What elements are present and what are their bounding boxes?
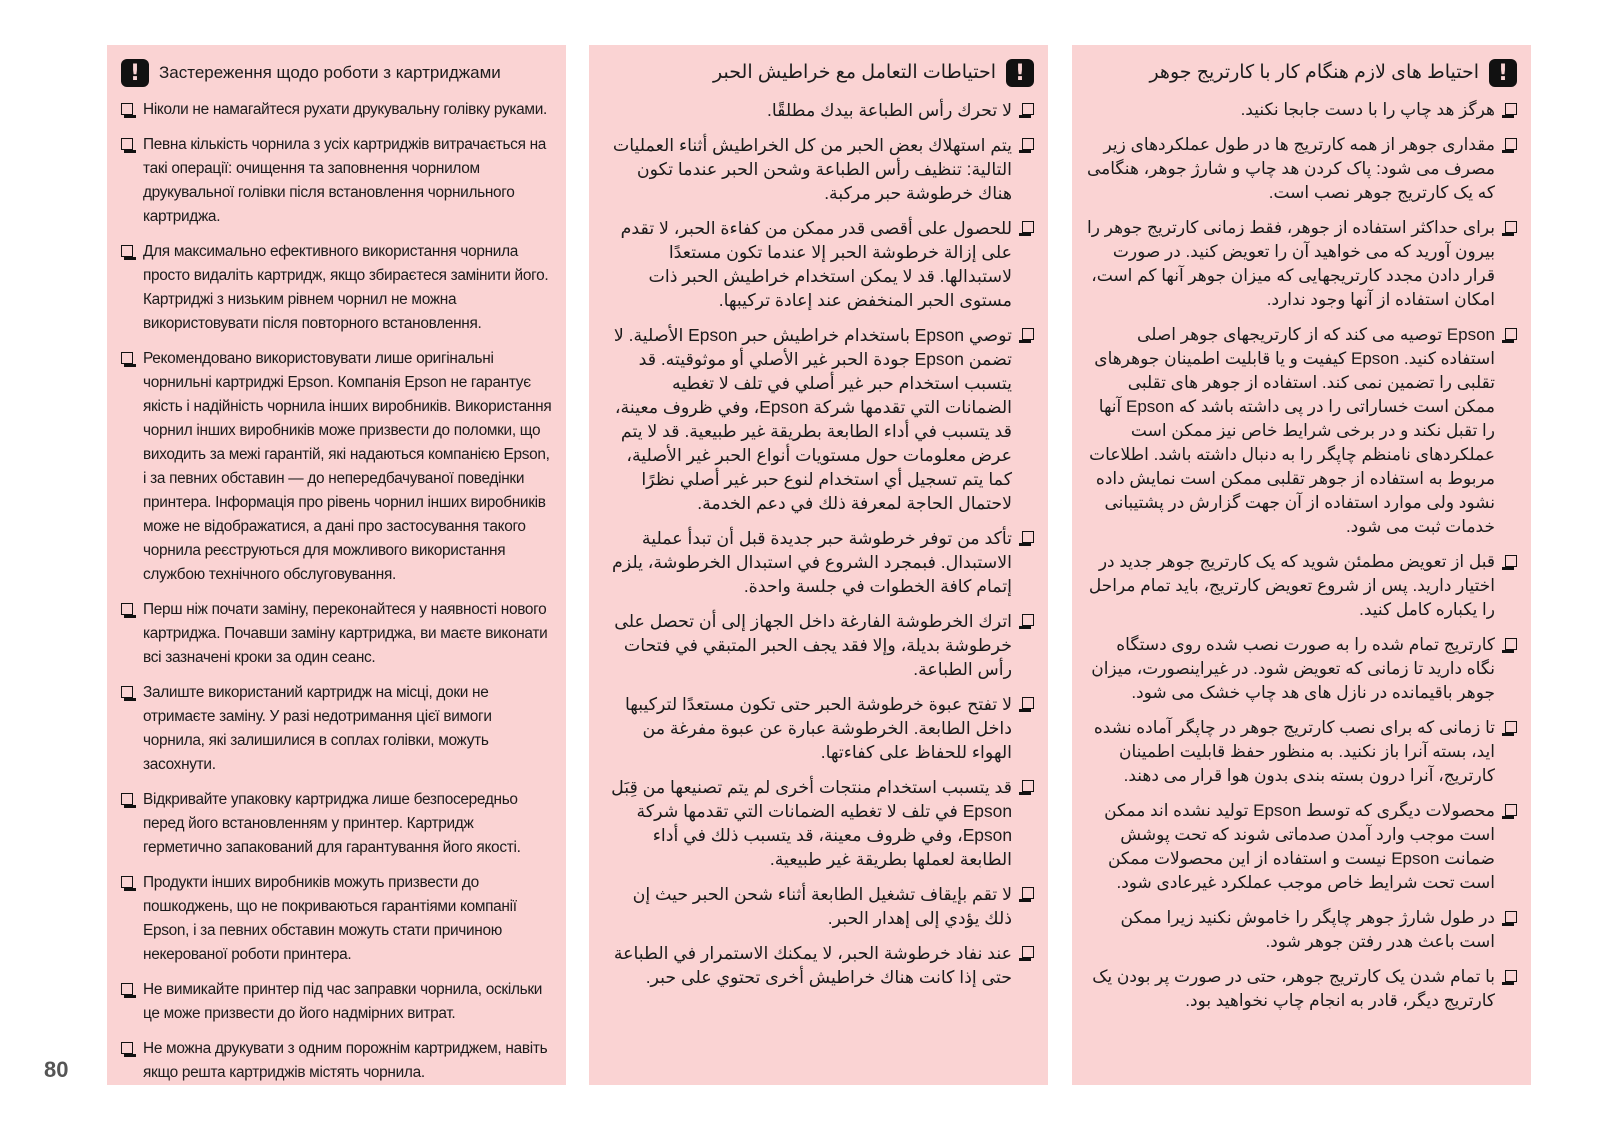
ukrainian-heading-text: Застереження щодо роботи з картриджами [159,62,501,82]
list-item [121,788,552,860]
list-item-text: عند نفاد خرطوشة الحبر، لا يمكنك الاستمرار في الطباعة حتى إذا كانت هناك خراطيش أخرى تحتوي على حبر. [613,943,1012,987]
list-item [121,598,552,670]
list-item [603,609,1034,681]
checkbox-bullet-icon [1022,614,1034,626]
caution-icon: ! [121,59,149,87]
checkbox-bullet-icon [1022,887,1034,899]
list-item-text: قد يتسبب استخدام منتجات أخرى لم يتم تصنيعها من قِبَل Epson في تلف لا تغطيه الضمانات التي تقدمها شركة Epson، وفي ظروف معينة، قد يتسبب ذلك في أداء الطابعة لعملها بطريقة غير طبيعية. [611,777,1012,869]
list-item-text: Певна кількість чорнила з усіх картриджів витрачається на такі операції: очищення та заповнення чорнилом друкувальної голівки після встановлення чорнильного картриджа. [143,136,547,225]
persian-list [1086,98,1517,1013]
list-item [121,240,552,336]
ukrainian-list [121,98,552,1085]
list-item [1086,323,1517,539]
list-item [1086,550,1517,622]
list-item-text: مقداری جوهر از همه کارتریج ها در طول عملکردهای زیر مصرف می شود: پاک کردن هد چاپ و شارژ جوهر، هنگامی که یک کارتریج جوهر نصب است. [1086,135,1495,202]
list-item [1086,98,1517,122]
checkbox-bullet-icon [1022,138,1034,150]
list-item-text: لا تقم بإيقاف تشغيل الطابعة أثناء شحن الحبر حيث إن ذلك يؤدي إلى إهدار الحبر. [632,884,1012,928]
list-item-text: اترك الخرطوشة الفارغة داخل الجهاز إلى أن تحصل على خرطوشة بديلة، وإلا فقد يجف الحبر المتبقي في فتحات رأس الطباعة. [614,611,1012,679]
list-item-text: تأكد من توفر خرطوشة حبر جديدة قبل أن تبدأ عملية الاستبدال. فبمجرد الشروع في استبدال الخرطوشة، يلزم إتمام كافة الخطوات في جلسة واحدة. [612,528,1012,596]
list-item [1086,716,1517,788]
list-item-text: محصولات دیگری که توسط Epson تولید نشده اند ممکن است موجب وارد آمدن صدماتی شوند که تحت پوشش ضمانت Epson نیست و استفاده از این محصولات ممکن است تحت شرایط خاص موجب عملکرد غیرعادی شود. [1104,801,1495,892]
list-item-text: Ніколи не намагайтеся рухати друкувальну голівку руками. [143,101,547,118]
checkbox-bullet-icon [121,876,133,888]
ukrainian-column [107,45,566,1085]
checkbox-bullet-icon [1505,970,1517,982]
list-item [1086,965,1517,1013]
list-item [603,98,1034,122]
checkbox-bullet-icon [1022,946,1034,958]
list-item-text: Перш ніж почати заміну, переконайтеся у наявності нового картриджа. Почавши заміну картриджа, ви маєте виконати всі зазначені кроки за один сеанс. [143,601,548,666]
list-item-text: للحصول على أقصى قدر ممكن من كفاءة الحبر، لا تقدم على إزالة خرطوشة الحبر إلا عندما تكون مستعدًا لاستبدالها. قد لا يمكن استخدام خراطيش الحبر ذات مستوى الحبر المنخفض عند إعادة تركيبها. [620,218,1012,310]
list-item [121,978,552,1026]
list-item-text: Не вимикайте принтер під час заправки чорнила, оскільки це може призвести до його надмірних витрат. [143,981,543,1022]
list-item-text: Epson توصیه می کند که از کارتریجهای جوهر اصلی استفاده کنید. Epson کیفیت و یا قابلیت اطمینان جوهرهای تقلبی را تضمین نمی کند. استفاده از جوهر های تقلبی ممکن است خساراتی را در پی داشته باشد که Epson آنها را تقبل نکند و در برخی شرایط خاص نیز ممکن است عملکردهای نامنظم چاپگر را به دنبال داشته باشد. اطلاعات مربوط به استفاده از جوهر تقلبی ممکن است نمایش داده نشود ولی موارد استفاده از آن جهت گزارش در پشتیبانی خدمات ثبت می شود. [1089,325,1495,536]
list-item [121,681,552,777]
list-item-text: Продукти інших виробників можуть призвести до пошкоджень, що не покриваються гарантіями компанії Epson, і за певних обставин можуть стати причиною некерованої роботи принтера. [143,874,517,963]
list-item-text: تا زمانی که برای نصب کارتریج جوهر در چاپگر آماده نشده اید، بسته آنرا باز نکنید. به منظور حفظ قابلیت اطمینان کارتریج، آنرا درون بسته بندی بدون هوا قرار می دهند. [1093,718,1495,785]
checkbox-bullet-icon [121,1042,133,1054]
list-item-text: يتم استهلاك بعض الحبر من كل الخراطيش أثناء العمليات التالية: تنظيف رأس الطباعة وشحن الحبر عندما تكون هناك خرطوشة حبر مركبة. [612,135,1012,203]
checkbox-bullet-icon [121,983,133,995]
list-item-text: Для максимально ефективного використання чорнила просто видаліть картридж, якщо збираєтеся замінити його. Картриджі з низьким рівнем чорнил не можна використовувати після повторного встановлення. [143,243,549,332]
list-item-text: Відкривайте упаковку картриджа лише безпосередньо перед його встановленням у принтер. Картридж герметично запакований для гарантування його якості. [143,791,521,856]
checkbox-bullet-icon [1022,103,1034,115]
persian-heading-text: احتیاط های لازم هنگام کار با کارتریج جوهر [1149,61,1479,83]
list-item [121,133,552,229]
arabic-list [603,98,1034,989]
checkbox-bullet-icon [121,138,133,150]
arabic-heading [603,59,1034,87]
checkbox-bullet-icon [121,245,133,257]
list-item [603,133,1034,205]
checkbox-bullet-icon [1022,531,1034,543]
checkbox-bullet-icon [121,603,133,615]
checkbox-bullet-icon [1505,721,1517,733]
list-item [1086,133,1517,205]
arabic-heading-text: احتياطات التعامل مع خراطيش الحبر [713,61,996,83]
checkbox-bullet-icon [1505,638,1517,650]
list-item [603,775,1034,871]
list-item [603,882,1034,930]
list-item-text: Рекомендовано використовувати лише оригінальні чорнильні картриджі Epson. Компанія Epson не гарантує якість і надійність чорнила інших виробників. Використання чорнил інших виробників може призвести до поломки, що виходить за межі гарантій, які надаються компанією Epson, і за певних обставин — до непередбачуваної поведінки принтера. Інформація про рівень чорнил інших виробників може не відображатися, а дані про застосування такого чорнила реєструються для можливого використання службою технічного обслуговування. [143,350,552,583]
list-item-text: برای حداکثر استفاده از جوهر، فقط زمانی کارتریج جوهر را بیرون آورید که می خواهید آن را تعویض کنید. در صورت قرار دادن مجدد کارتریجهایی که میزان جوهر آنها کم است، امکان استفاده از آنها وجود ندارد. [1087,218,1495,309]
list-item [603,526,1034,598]
list-item [603,941,1034,989]
checkbox-bullet-icon [1505,138,1517,150]
checkbox-bullet-icon [1505,804,1517,816]
list-item [1086,799,1517,895]
checkbox-bullet-icon [1505,328,1517,340]
list-item [121,1037,552,1085]
checkbox-bullet-icon [1505,221,1517,233]
arabic-column [589,45,1048,1085]
list-item [1086,216,1517,312]
list-item-text: توصي Epson باستخدام خراطيش حبر Epson الأصلية. لا تضمن Epson جودة الحبر غير الأصلي أو موثوقيته. قد يتسبب استخدام حبر غير أصلي في تلف لا تغطيه الضمانات التي تقدمها شركة Epson، وفي ظروف معينة، قد يتسبب في أداء الطابعة بطريقة غير طبيعية. قد لا يتم عرض معلومات حول مستويات أنواع الحبر غير الأصلية، كما يتم تسجيل أي استخدام لنوع حبر غير أصلي نظرًا لاحتمال الحاجة لمعرفة ذلك في دعم الخدمة. [613,325,1012,513]
list-item [603,216,1034,312]
list-item-text: قبل از تعویض مطمئن شوید که یک کارتریج جوهر جدید در اختیار دارید. پس از شروع تعویض کارتریج، باید تمام مراحل را یکباره کامل کنید. [1088,552,1495,619]
checkbox-bullet-icon [1022,328,1034,340]
checkbox-bullet-icon [1022,221,1034,233]
checkbox-bullet-icon [1505,103,1517,115]
checkbox-bullet-icon [121,793,133,805]
list-item [121,347,552,587]
caution-icon: ! [1006,59,1034,87]
list-item [603,692,1034,764]
list-item [121,98,552,122]
checkbox-bullet-icon [1022,780,1034,792]
list-item [1086,633,1517,705]
list-item [603,323,1034,515]
persian-column [1072,45,1531,1085]
ukrainian-heading [121,59,552,87]
list-item-text: Залиште використаний картридж на місці, доки не отримаєте заміну. У разі недотримання цієї вимоги чорнила, які залишилися в соплах голівки, можуть засохнути. [143,684,492,773]
list-item-text: لا تفتح عبوة خرطوشة الحبر حتى تكون مستعدًا لتركيبها داخل الطابعة. الخرطوشة عبارة عن عبوة مفرغة من الهواء للحفاظ على كفاءتها. [624,694,1012,762]
persian-heading [1086,59,1517,87]
page-number: 80 [44,1057,69,1082]
checkbox-bullet-icon [1022,697,1034,709]
checkbox-bullet-icon [1505,911,1517,923]
list-item-text: لا تحرك رأس الطباعة بيدك مطلقًا. [767,100,1012,120]
checkbox-bullet-icon [121,103,133,115]
list-item-text: هرگز هد چاپ را با دست جابجا نکنید. [1240,100,1495,119]
checkbox-bullet-icon [121,352,133,364]
list-item-text: با تمام شدن یک کارتریج جوهر، حتی در صورت پر بودن یک کارتریج دیگر، قادر به انجام چاپ نخواهید بود. [1092,967,1495,1010]
checkbox-bullet-icon [1505,555,1517,567]
list-item [121,871,552,967]
list-item [1086,906,1517,954]
list-item-text: در طول شارژ جوهر چاپگر را خاموش نکنید زیرا ممکن است باعث هدر رفتن جوهر شود. [1120,908,1495,951]
checkbox-bullet-icon [121,686,133,698]
list-item-text: کارتریج تمام شده را به صورت نصب شده روی دستگاه نگاه دارید تا زمانی که تعویض شود. در غیراینصورت، میزان جوهر باقیمانده در نازل های هد چاپ خشک می شود. [1091,635,1495,702]
caution-icon: ! [1489,59,1517,87]
list-item-text: Не можна друкувати з одним порожнім картриджем, навіть якщо решта картриджів містять чорнила. [143,1040,548,1081]
